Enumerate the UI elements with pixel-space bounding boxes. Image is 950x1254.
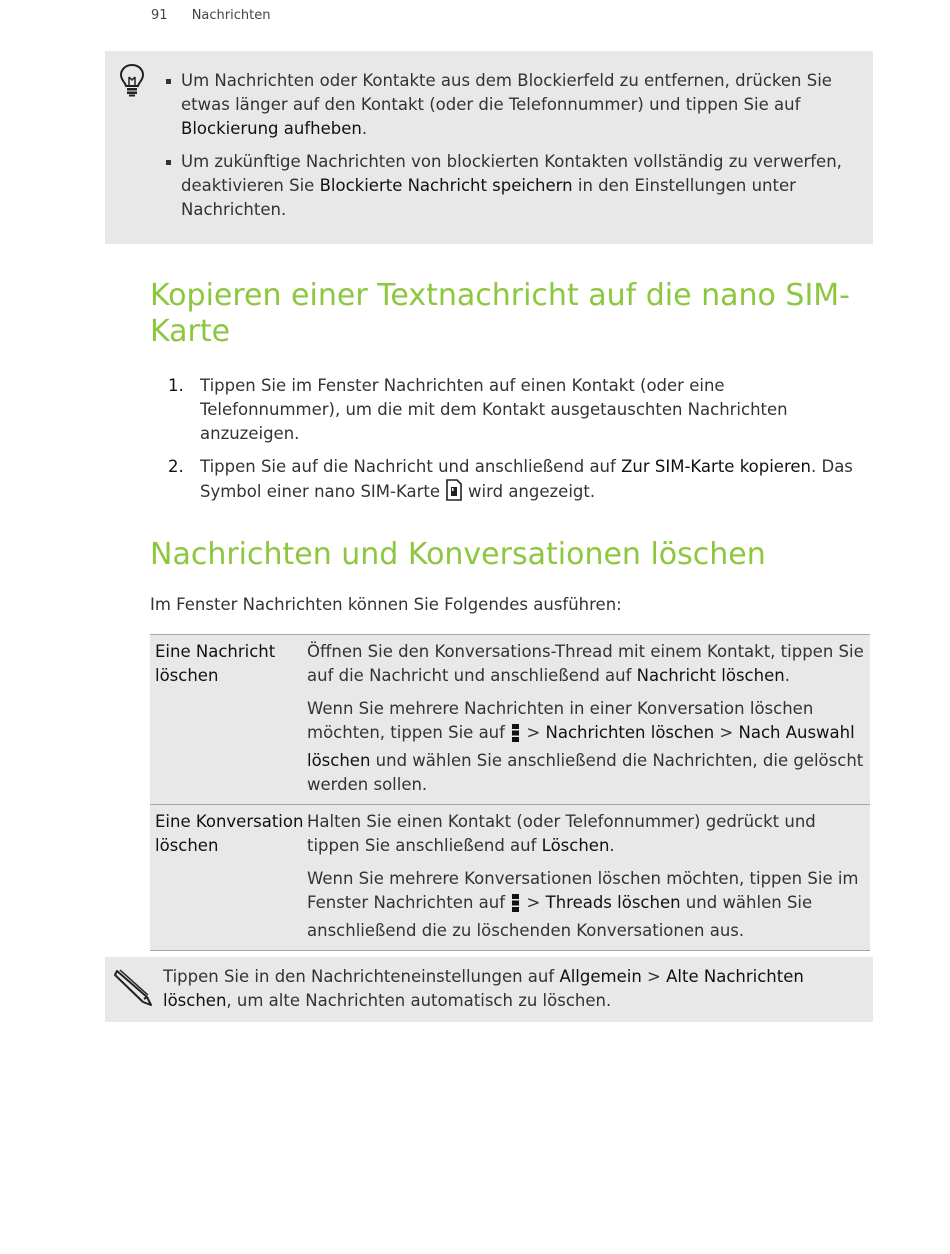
steps-list — [168, 374, 868, 517]
section-heading-copy: Kopieren einer Textnachricht auf die nano SIM-Karte — [150, 278, 851, 349]
running-head — [151, 8, 270, 23]
pencil-icon — [113, 967, 153, 1011]
row-description: Öffnen Sie den Konversations-Thread mit einem Kontakt, tippen Sie auf die Nachricht und anschließend auf Nachricht löschen. Wenn Sie mehrere Nachrichten in einer Konversation löschen möchten, tippen Sie auf > Nachrichten löschen > Nach Auswahl löschen und wählen Sie anschließend die Nachrichten, die gelöscht werden sollen. — [307, 642, 864, 794]
actions-table — [150, 634, 870, 951]
table-row — [150, 635, 870, 805]
more-menu-icon — [512, 724, 519, 749]
tip-list — [163, 69, 853, 231]
sim-card-icon — [446, 479, 462, 508]
row-description: Halten Sie einen Kontakt (oder Telefonnummer) gedrückt und tippen Sie anschließend auf Löschen. Wenn Sie mehrere Konversationen löschen möchten, tippen Sie im Fenster Nachrichten auf > Threads löschen und wählen Sie anschließend die zu löschenden Konversationen aus. — [307, 812, 859, 940]
tip-item: Um Nachrichten oder Kontakte aus dem Blockierfeld zu entfernen, drücken Sie etwas länger auf den Kontakt (oder die Telefonnummer) und tippen Sie auf Blockierung aufheben. — [163, 69, 853, 141]
chapter-title: Nachrichten — [191, 8, 271, 23]
note-text: Tippen Sie in den Nachrichteneinstellungen auf Allgemein > Alte Nachrichten löschen, um alte Nachrichten automatisch zu löschen. — [163, 967, 804, 1010]
more-menu-icon — [512, 894, 519, 919]
step-item: 2. Tippen Sie auf die Nachricht und anschließend auf Zur SIM-Karte kopieren. Das Symbol einer nano SIM-Karte wird angezeigt. — [168, 455, 868, 508]
table-row — [150, 805, 870, 951]
lightbulb-icon — [119, 63, 145, 101]
tip-item: Um zukünftige Nachrichten von blockierten Kontakten vollständig zu verwerfen, deaktivieren Sie Blockierte Nachricht speichern in den Einstellungen unter Nachrichten. — [163, 150, 853, 222]
note-box — [105, 957, 873, 1022]
step-item: 1. Tippen Sie im Fenster Nachrichten auf einen Kontakt (oder eine Telefonnummer), um die mit dem Kontakt ausgetauschten Nachrichten anzuzeigen. — [168, 376, 788, 443]
row-label: Eine Konversation löschen — [155, 812, 304, 855]
section-heading-delete: Nachrichten und Konversationen löschen — [150, 537, 766, 572]
intro-text: Im Fenster Nachrichten können Sie Folgendes ausführen: — [150, 595, 622, 614]
row-label: Eine Nachricht löschen — [155, 642, 276, 685]
page-number: 91 — [151, 8, 168, 23]
tip-box — [105, 51, 873, 244]
